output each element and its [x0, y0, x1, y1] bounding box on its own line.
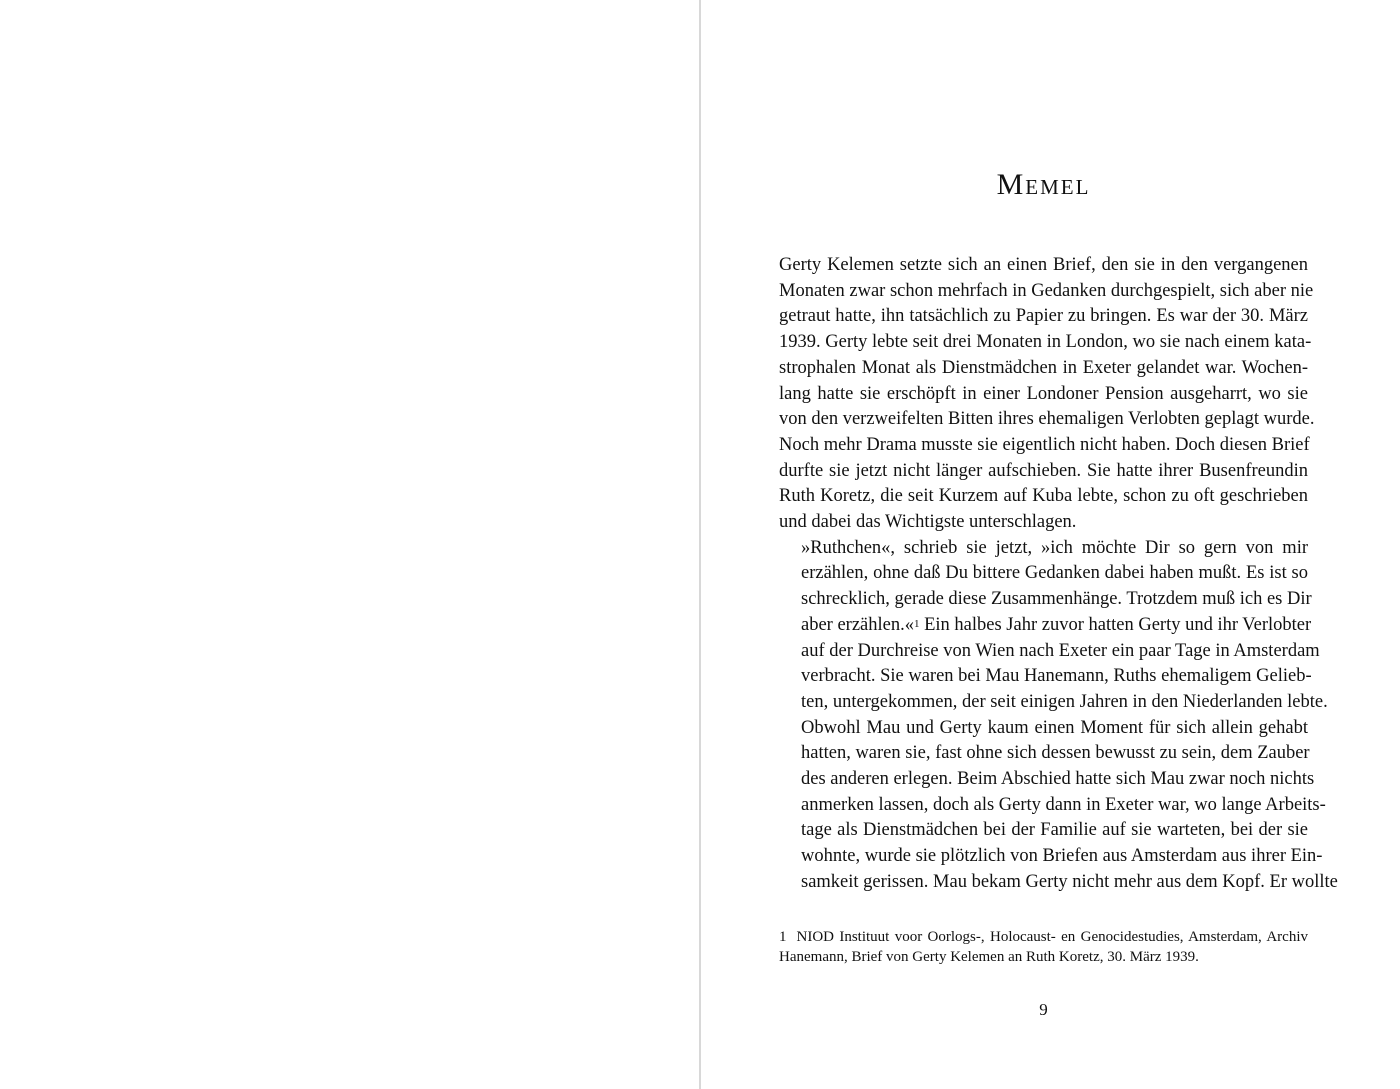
text-line: anmerken lassen, doch als Gerty dann in Exeter war, wo lange Arbeits-	[801, 794, 1326, 815]
text-line: »Ruthchen«, schrieb sie jetzt, »ich möchte Dir so gern von mir	[801, 537, 1308, 558]
text-line: Obwohl Mau und Gerty kaum einen Moment für sich allein gehabt	[801, 717, 1308, 738]
text-line: erzählen, ohne daß Du bittere Gedanken dabei haben mußt. Es ist so	[801, 563, 1308, 584]
text-segment: aber erzählen.«	[801, 614, 914, 635]
body-text	[779, 253, 1338, 896]
footnote-text: NIOD Instituut voor Oorlogs-, Holocaust- en Genocidestudies, Amsterdam, Archiv	[796, 929, 1308, 945]
text-line: auf der Durchreise von Wien nach Exeter ein paar Tage in Amsterdam	[801, 640, 1320, 661]
left-page-blank	[0, 0, 699, 1089]
text-line: lang hatte sie erschöpft in einer Londoner Pension ausgeharrt, wo sie	[779, 383, 1308, 404]
text-line: schrecklich, gerade diese Zusammenhänge. Trotzdem muß ich es Dir	[801, 589, 1312, 610]
text-line: strophalen Monat als Dienstmädchen in Exeter gelandet war. Wochen-	[779, 357, 1308, 378]
text-line: durfte sie jetzt nicht länger aufschieben. Sie hatte ihrer Busenfreundin	[779, 460, 1308, 481]
text-line: ten, untergekommen, der seit einigen Jahren in den Niederlanden lebte.	[801, 691, 1328, 712]
paragraph-2	[779, 536, 1338, 896]
text-line: und dabei das Wichtigste unterschlagen.	[779, 512, 1077, 533]
page-number: 9	[1039, 1000, 1048, 1019]
text-segment: Ein halbes Jahr zuvor hatten Gerty und ihr Verlobter	[924, 614, 1312, 635]
chapter-title: Memel	[996, 168, 1091, 201]
footnote-reference[interactable]: 1	[913, 617, 920, 630]
text-line: von den verzweifelten Bitten ihres ehemaligen Verlobten geplagt wurde.	[779, 409, 1315, 430]
text-line: verbracht. Sie waren bei Mau Hanemann, Ruths ehemaligem Gelieb-	[801, 666, 1312, 687]
footnote-line	[779, 927, 1308, 947]
text-line: Noch mehr Drama musste sie eigentlich nicht haben. Doch diesen Brief	[779, 434, 1310, 455]
footnote-number: 1	[779, 929, 787, 945]
text-line: wohnte, wurde sie plötzlich von Briefen aus Amsterdam aus ihrer Ein-	[801, 846, 1323, 867]
footnote-line: Hanemann, Brief von Gerty Kelemen an Ruth Koretz, 30. März 1939.	[779, 949, 1199, 965]
text-line-with-footnote	[779, 613, 1312, 639]
text-line: Ruth Koretz, die seit Kurzem auf Kuba lebte, schon zu oft geschrieben	[779, 486, 1308, 507]
text-line: Gerty Kelemen setzte sich an einen Brief, den sie in den vergangenen	[779, 255, 1308, 275]
text-line: 1939. Gerty lebte seit drei Monaten in London, wo sie nach einem kata-	[779, 332, 1312, 353]
paragraph-1	[779, 253, 1315, 536]
text-line: des anderen erlegen. Beim Abschied hatte sich Mau zwar noch nichts	[801, 769, 1315, 790]
text-line: tage als Dienstmädchen bei der Familie auf sie warteten, bei der sie	[801, 820, 1308, 841]
text-line: Monaten zwar schon mehrfach in Gedanken durchgespielt, sich aber nie	[779, 280, 1314, 301]
right-page	[701, 0, 1400, 1089]
text-line: hatten, waren sie, fast ohne sich dessen bewusst zu sein, dem Zauber	[801, 743, 1310, 764]
text-line: getraut hatte, ihn tatsächlich zu Papier zu bringen. Es war der 30. März	[779, 306, 1308, 327]
footnote	[779, 927, 1308, 967]
text-line: samkeit gerissen. Mau bekam Gerty nicht mehr aus dem Kopf. Er wollte	[801, 871, 1338, 892]
